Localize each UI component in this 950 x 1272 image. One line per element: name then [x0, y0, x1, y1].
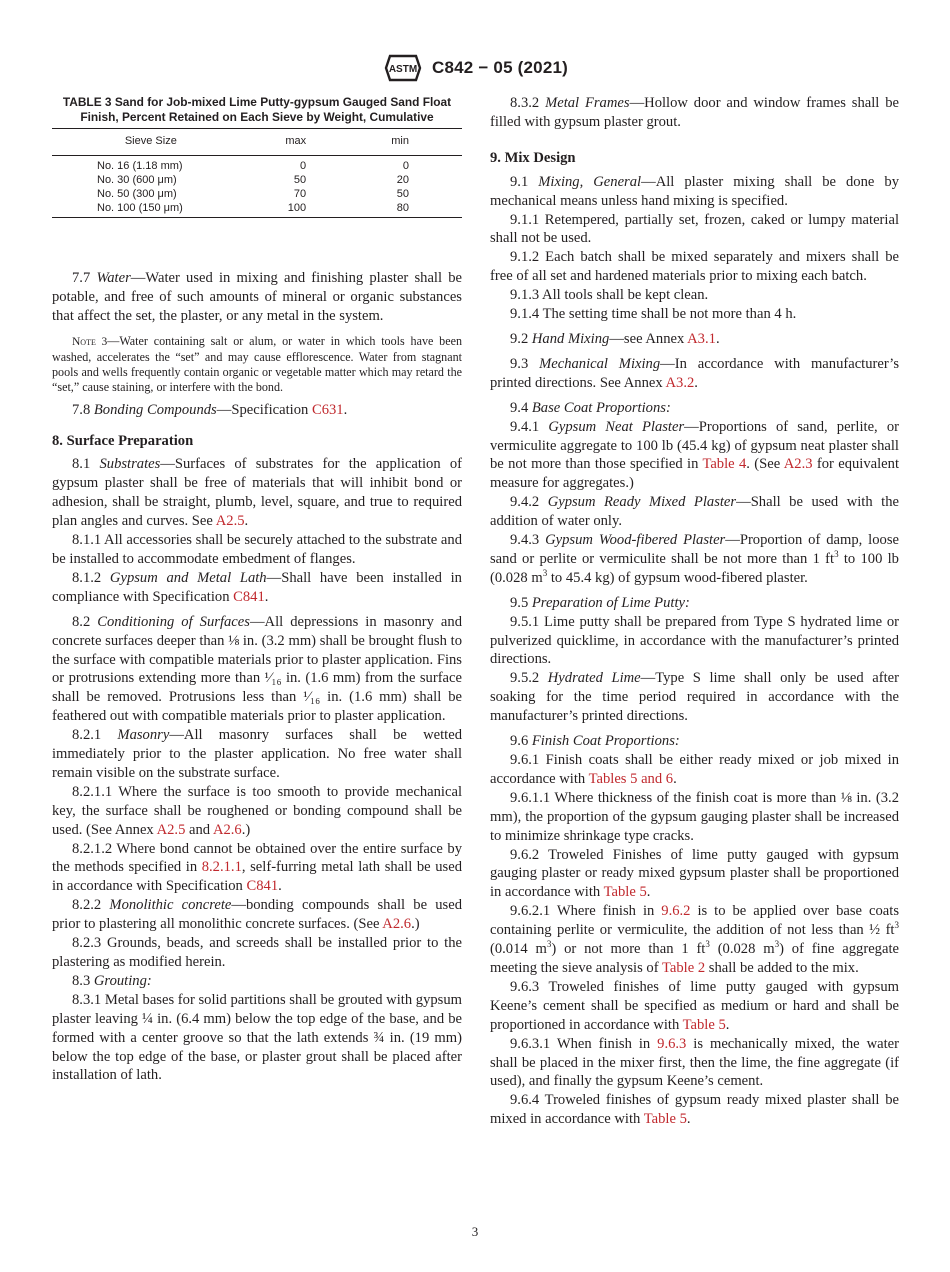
section-9-4: 9.4 Base Coat Proportions:: [510, 399, 671, 416]
section-8-2-3: 8.2.3 Grounds, beads, and screeds shall be installed prior to the plastering as modified herein.: [52, 935, 462, 970]
ref-link-a2-6[interactable]: A2.6: [382, 916, 412, 933]
max-cell: 0: [299, 159, 307, 172]
ref-link-a3-1[interactable]: A3.1: [687, 330, 716, 347]
column-header-max: max: [250, 129, 355, 156]
max-cell: 100: [250, 201, 355, 218]
section-8-2-1: 8.2.1 Masonry—All masonry surfaces shall be wetted immediately prior to the plaster application. No free water shall remain visible on the substrate surface.: [52, 727, 462, 781]
section-9-1-4: 9.1.4 The setting time shall be not more than 4 h.: [510, 306, 797, 323]
svg-text:ASTM: ASTM: [388, 64, 418, 75]
section-9-6-3: 9.6.3 Troweled finishes of lime putty gauged with gypsum Keene’s cement shall be specified as medium or hard and shall be proportioned in accordance with Table 5.: [490, 978, 899, 1033]
section-9-5-2: 9.5.2 Hydrated Lime—Type S lime shall only be used after soaking for the time period required in accordance with the manufacturer’s printed directions.: [490, 670, 899, 725]
ref-link-tables-5-6[interactable]: Tables 5 and 6: [588, 770, 674, 787]
page-header: [0, 52, 950, 84]
section-8-2-1-2: 8.2.1.2 Where bond cannot be obtained over the entire surface by the methods specified in 8.2.1.1, self-furring metal lath shall be used in accordance with Specification C841.: [52, 840, 462, 895]
table-caption: TABLE 3 Sand for Job-mixed Lime Putty-gypsum Gauged Sand Float Finish, Percent Retained on Each Sieve by Weight, Cumulative: [62, 95, 452, 124]
section-8-3-2: 8.3.2 Metal Frames—Hollow door and window frames shall be filled with gypsum plaster grout.: [490, 95, 900, 130]
sieve-size-cell: No. 30 (600 μm): [97, 173, 177, 186]
section-8-2-1-1: 8.2.1.1 Where the surface is too smooth to provide mechanical key, the surface shall be roughened or bonding compound shall be used. (See Annex A2.5 and A2.6.): [52, 783, 462, 838]
column-header-min: min: [355, 129, 462, 156]
ref-link-a2-3[interactable]: A2.3: [783, 456, 813, 473]
ref-link-8-2-1-1[interactable]: 8.2.1.1: [201, 859, 242, 876]
document-code: C842 − 05 (2021): [432, 58, 568, 77]
section-9-1-3: 9.1.3 All tools shall be kept clean.: [510, 287, 709, 304]
sieve-size-cell: No. 50 (300 μm): [97, 187, 177, 200]
sieve-table: [52, 128, 462, 218]
section-9-2: 9.2 Hand Mixing—see Annex A3.1.: [510, 330, 720, 347]
section-9-1-2: 9.1.2 Each batch shall be mixed separately and mixers shall be free of all set and hardened materials prior to mixing each batch.: [490, 249, 899, 285]
column-header-sieve-size: Sieve Size: [52, 129, 250, 156]
ref-link-a2-6[interactable]: A2.6: [212, 821, 242, 838]
section-8-2: 8.2 Conditioning of Surfaces—All depressions in masonry and concrete surfaces deeper than ⅛ in. (3.2 mm) shall be brought flush to the surface with compatible materials prior to plaster application. Fins or protrusions extending more than ¹⁄₁₆ in. (1.6 mm) from the surface shall be removed. Protrusions less than ¹⁄₁₆ in. (1.6 mm) shall be feathered out with compatible materials prior to plaster application.: [52, 613, 463, 725]
section-8-1-1: 8.1.1 All accessories shall be securely attached to the substrate and be installed to accommodate embedment of flanges.: [52, 532, 462, 567]
ref-link-table-2[interactable]: Table 2: [661, 959, 706, 976]
min-cell: 50: [396, 187, 409, 200]
section-8-1-2: 8.1.2 Gypsum and Metal Lath—Shall have been installed in compliance with Specification C841.: [52, 569, 462, 605]
section-9-4-1: 9.4.1 Gypsum Neat Plaster—Proportions of sand, perlite, or vermiculite aggregate to 100 lb (45.4 kg) of gypsum neat plaster shall be not more than those specified in Table 4. (See A2.3 for equivalent measure for aggregates.): [490, 418, 899, 492]
max-cell: 70: [293, 187, 307, 200]
sieve-size-cell: No. 100 (150 μm): [52, 201, 250, 218]
section-9-1: 9.1 Mixing, General—All plaster mixing shall be done by mechanical means unless hand mixing is specified.: [490, 173, 899, 209]
ref-link-c841[interactable]: C841: [233, 588, 265, 605]
section-9-5: 9.5 Preparation of Lime Putty:: [510, 594, 690, 611]
ref-link-a2-5[interactable]: A2.5: [156, 821, 186, 838]
ref-link-9-6-2[interactable]: 9.6.2: [661, 903, 691, 920]
sieve-size-cell: No. 16 (1.18 mm): [97, 159, 183, 172]
ref-link-table-4[interactable]: Table 4: [702, 456, 747, 473]
page-number: 3: [471, 1224, 479, 1239]
section-9-6-2: 9.6.2 Troweled Finishes of lime putty gauged with gypsum gauging plaster or ready mixed gypsum plaster shall be proportioned in accordance with Table 5.: [490, 846, 899, 901]
min-cell: 20: [396, 173, 409, 186]
section-9-4-3: 9.4.3 Gypsum Wood-fibered Plaster—Proportion of damp, loose sand or perlite or vermiculite shall be not more than 1 $ft^3$ to 100 lb (0.028 $m^3$ to 45.4 kg) of gypsum wood-fibered plaster.: [490, 532, 899, 586]
ref-link-9-6-3[interactable]: 9.6.3: [657, 1035, 687, 1052]
ref-link-a2-5[interactable]: A2.5: [215, 513, 245, 530]
section-9-6-3-1: 9.6.3.1 When finish in 9.6.3 is mechanically mixed, the water shall be placed in the mixer first, then the lime, the fine aggregate (if used), and finally the gypsum Keene’s cement.: [490, 1035, 899, 1090]
ref-link-table-5[interactable]: Table 5: [603, 884, 647, 901]
ref-link-c631[interactable]: C631: [311, 401, 344, 418]
table-row: [52, 201, 462, 218]
right-column: [490, 94, 899, 1129]
section-8-3: 8.3 Grouting:: [72, 972, 152, 989]
ref-link-table-5[interactable]: Table 5: [643, 1111, 687, 1128]
section-9-5-1: 9.5.1 Lime putty shall be prepared from Type S hydrated lime or pulverized quicklime, in accordance with the manufacturer’s printed directions.: [490, 613, 899, 668]
section-9-6: 9.6 Finish Coat Proportions:: [510, 733, 680, 750]
section-7-8: 7.8 Bonding Compounds—Specification C631.: [72, 401, 348, 418]
table-row: [52, 155, 462, 173]
section-8-2-2: 8.2.2 Monolithic concrete—bonding compounds shall be used prior to plastering all monolithic concrete surfaces. (See A2.6.): [52, 897, 462, 933]
ref-link-a3-2[interactable]: A3.2: [665, 374, 695, 391]
note-3: Note 3—Water containing salt or alum, or water in which tools have been washed, accelerates the “set” and may cause efflorescence. Water from stagnant pools and wells frequently contain organic or vegetable matter which may retard the “set,” cause staining, or interfere with the bond.: [52, 333, 462, 394]
table-row: [52, 187, 462, 201]
section-9-3: 9.3 Mechanical Mixing—In accordance with manufacturer’s printed directions. See Annex A3.2.: [490, 355, 900, 391]
section-heading-9: 9. Mix Design: [490, 149, 576, 166]
table-row: [52, 173, 462, 187]
section-9-4-2: 9.4.2 Gypsum Ready Mixed Plaster—Shall be used with the addition of water only.: [490, 494, 899, 530]
astm-logo-icon: [382, 52, 424, 84]
min-cell: 0: [402, 159, 409, 172]
max-cell: 50: [293, 173, 307, 186]
section-heading-8: 8. Surface Preparation: [52, 432, 194, 449]
section-9-1-1: 9.1.1 Retempered, partially set, frozen, caked or lumpy material shall not be used.: [490, 211, 899, 247]
section-7-7: 7.7 Water—Water used in mixing and finishing plaster shall be potable, and free of such amounts of mineral or organic substances that affect the set, the plaster, or any metal in the system.: [52, 269, 462, 324]
min-cell: 80: [355, 201, 462, 218]
ref-link-c841[interactable]: C841: [246, 878, 279, 895]
section-8-3-1: 8.3.1 Metal bases for solid partitions shall be grouted with gypsum plaster leaving ¼ in. (6.4 mm) below the top edge of the base, and be formed with a center groove so that the lath extends ¾ in. (19 mm) below the top edge of the base, or plaster grout shall be placed after installation of lath.: [52, 991, 462, 1084]
section-8-1: 8.1 Substrates—Surfaces of substrates for the application of gypsum plaster shall be free of materials that will inhibit bond or adhesion, shall be straight, plumb, level, square, and true to required plan angles and curves. See A2.5.: [52, 456, 462, 530]
left-column: [52, 94, 462, 1085]
section-9-6-1-1: 9.6.1.1 Where thickness of the finish coat is more than ⅛ in. (3.2 mm), the proportion of the gypsum gauging plaster shall be increased to minimize shrinkage type cracks.: [490, 789, 899, 844]
ref-link-table-5[interactable]: Table 5: [682, 1016, 726, 1033]
section-9-6-2-1: 9.6.2.1 Where finish in 9.6.2 is to be applied over base coats containing perlite or vermiculite, the addition of not less than ½ $ft^3$ (0.014 $m^3$) or not more than 1 $ft^3$ (0.028 $m^3$) of fine aggregate meeting the sieve analysis of Table 2 shall be added to the mix.: [490, 903, 899, 976]
section-9-6-1: 9.6.1 Finish coats shall be either ready mixed or job mixed in accordance with Tables 5 and 6.: [490, 752, 899, 787]
section-9-6-4: 9.6.4 Troweled finishes of gypsum ready mixed plaster shall be mixed in accordance with Table 5.: [490, 1092, 899, 1128]
